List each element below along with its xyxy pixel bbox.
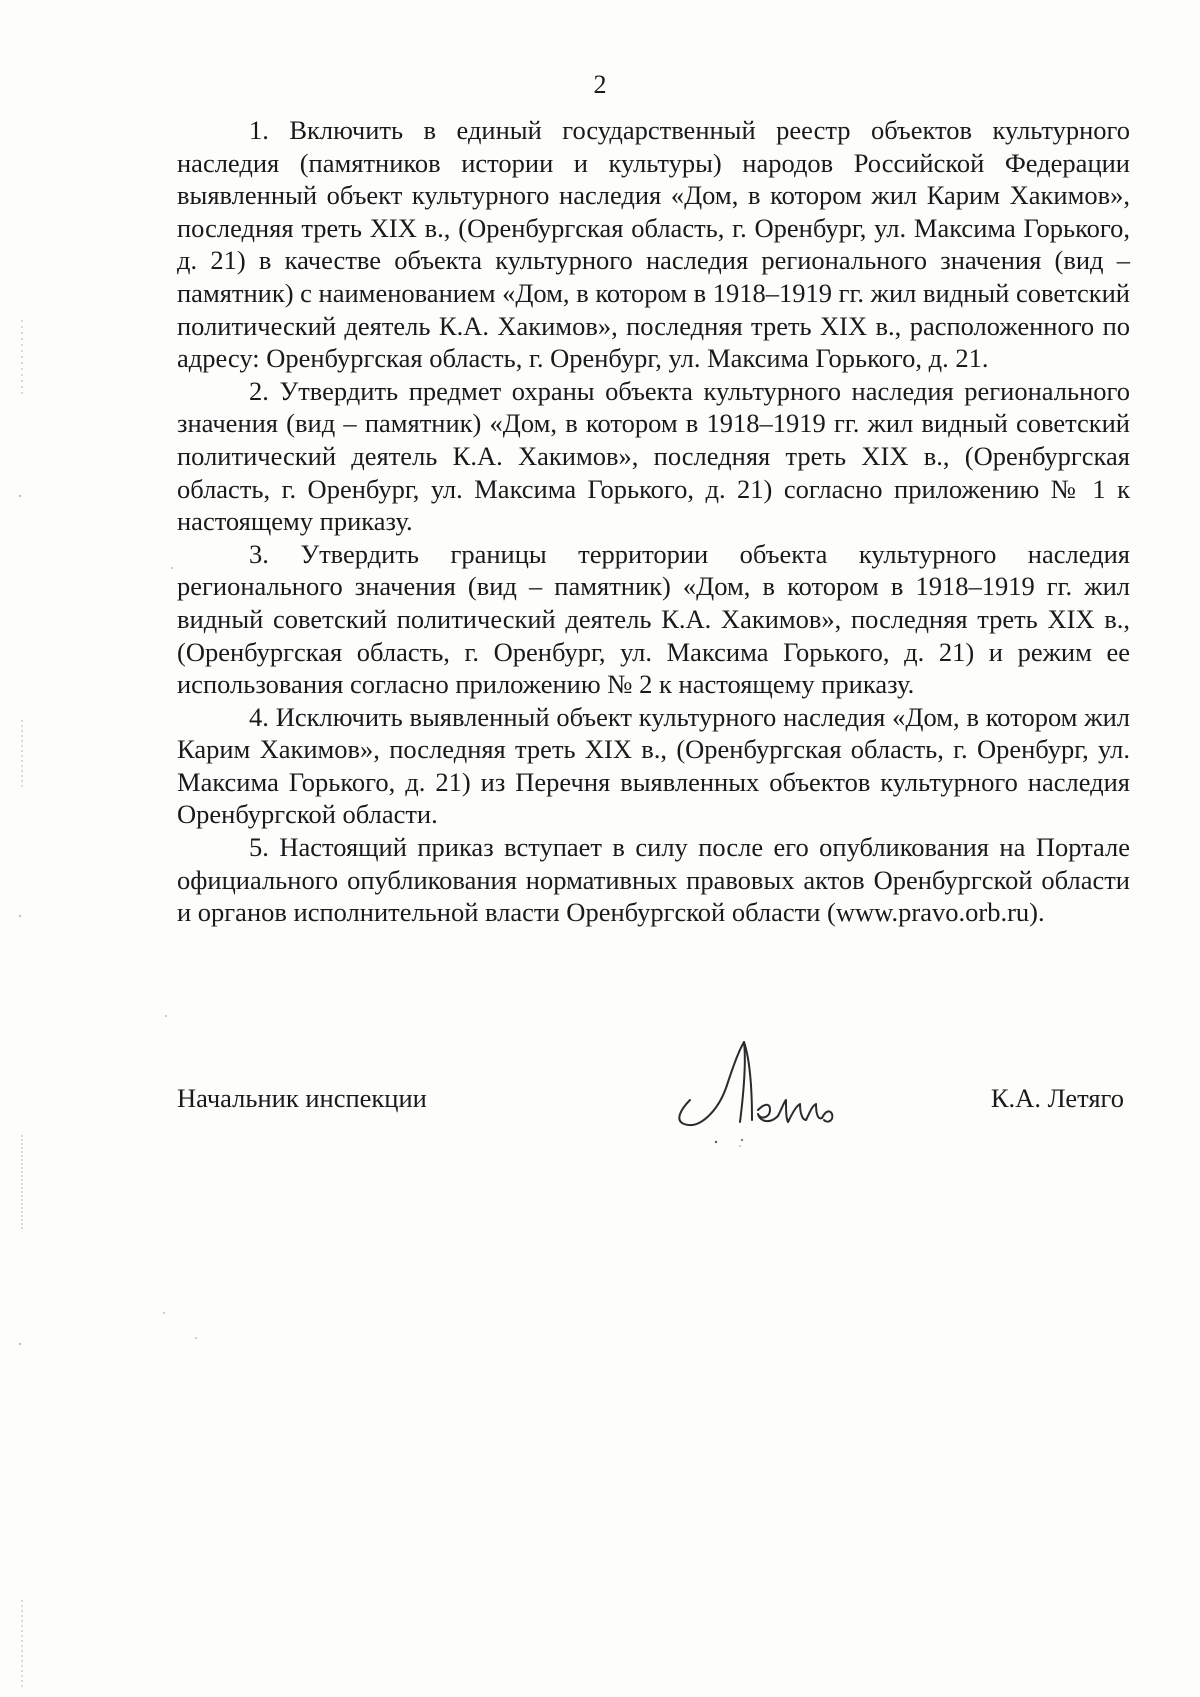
page-number: 2 bbox=[593, 70, 607, 99]
paragraph-3: 3. Утвердить границы территории объекта культурного наследия регионального значения (вид – памятник) «Дом, в котором в 1918–1919 гг. жил видный советский политический деятель К.А. Хакимов», последняя треть XIX в., (Оренбургская область, г. Оренбург, ул. Максима Горького, д. 21) и режим ее использования согласно приложению № 2 к настоящему приказу. bbox=[177, 538, 1130, 700]
document-body bbox=[177, 114, 1130, 929]
paragraph-4: 4. Исключить выявленный объект культурного наследия «Дом, в котором жил Карим Хакимов», последняя треть XIX в., (Оренбургская область, г. Оренбург, ул. Максима Горького, д. 21) из Перечня выявленных объектов культурного наследия Оренбургской области. bbox=[177, 701, 1130, 830]
handwritten-signature bbox=[660, 1030, 850, 1150]
paragraph-5: 5. Настоящий приказ вступает в силу после его опубликования на Портале официального опубликования нормативных правовых актов Оренбургской области и органов исполнительной власти Оренбургской области (www.pravo.orb.ru). bbox=[177, 832, 1130, 928]
signatory-position: Начальник инспекции bbox=[177, 1083, 427, 1113]
paragraph-2: 2. Утвердить предмет охраны объекта культурного наследия регионального значения (вид – памятник) «Дом, в котором в 1918–1919 гг. жил видный советский политический деятель К.А. Хакимов», последняя треть XIX в., (Оренбургская область, г. Оренбург, ул. Максима Горького, д. 21) согласно приложению № 1 к настоящему приказу. bbox=[177, 375, 1130, 537]
signature-block bbox=[177, 1082, 1130, 1122]
signatory-name: К.А. Летяго bbox=[990, 1083, 1124, 1113]
paragraph-1: 1. Включить в единый государственный реестр объектов культурного наследия (памятников истории и культуры) народов Российской Федерации выявленный объект культурного наследия «Дом, в котором жил Карим Хакимов», последняя треть XIX в., (Оренбургская область, г. Оренбург, ул. Максима Горького, д. 21) в качестве объекта культурного наследия регионального значения (вид – памятник) с наименованием «Дом, в котором в 1918–1919 гг. жил видный советский политический деятель К.А. Хакимов», последняя треть XIX в., расположенного по адресу: Оренбургская область, г. Оренбург, ул. Максима Горького, д. 21. bbox=[177, 115, 1130, 374]
